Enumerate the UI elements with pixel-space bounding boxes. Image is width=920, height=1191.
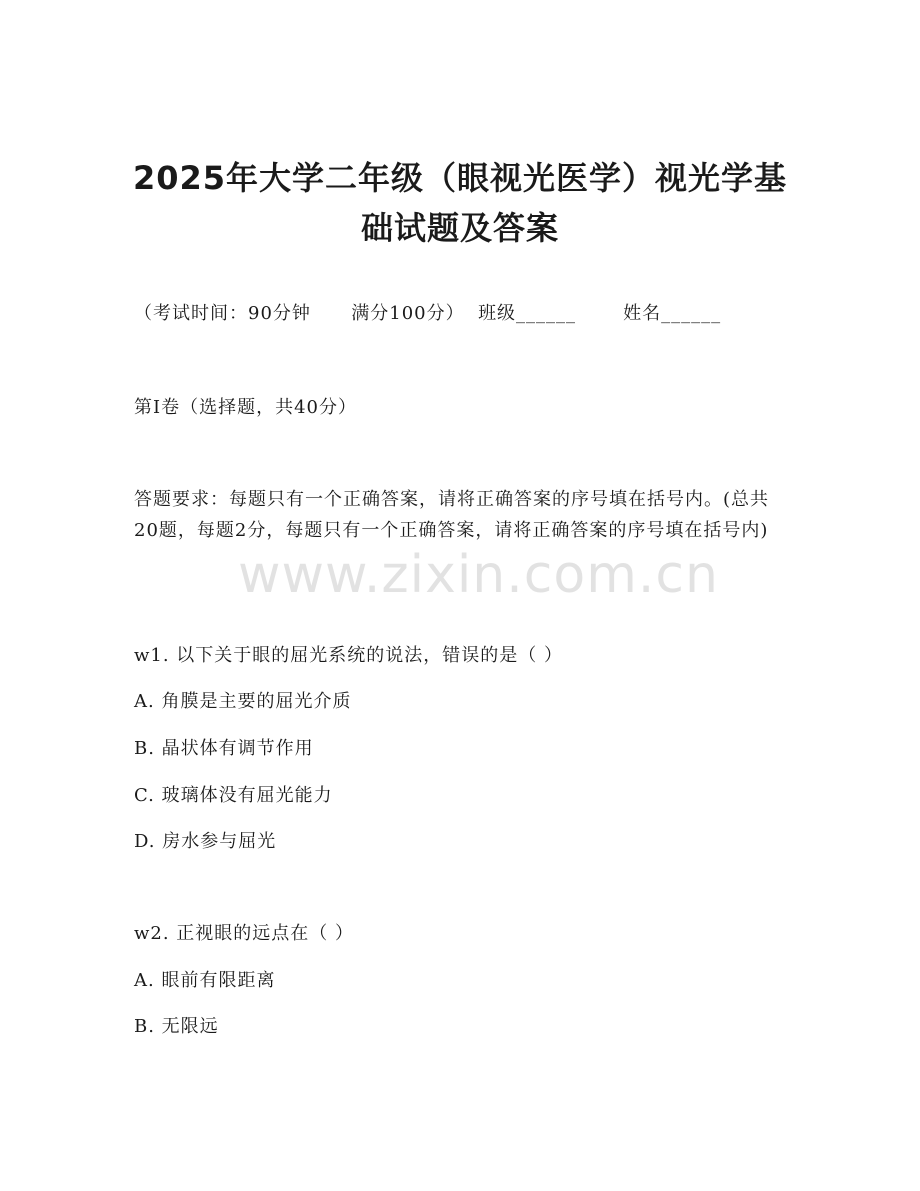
exam-score: 满分100分） [351,303,465,324]
instructions: 答题要求：每题只有一个正确答案，请将正确答案的序号填在括号内。(总共20题，每题2分，每题只有一个正确答案，请将正确答案的序号填在括号内) [134,489,770,541]
question-option: B. 晶状体有调节作用 [134,738,314,759]
question-option: A. 眼前有限距离 [134,970,276,991]
class-field: 班级______ [478,303,577,324]
name-field: 姓名______ [623,303,722,324]
document-title-line-1: 2025年大学二年级（眼视光医学）视光学基 [132,159,788,197]
watermark: www.zixin.com.cn [238,545,719,605]
question-stem: w2. 正视眼的远点在（ ） [134,923,355,944]
document-title-line-2: 础试题及答案 [360,209,559,247]
section-heading: 第Ⅰ卷（选择题，共40分） [134,397,358,418]
question-option: A. 角膜是主要的屈光介质 [134,691,352,712]
question-stem: w1. 以下关于眼的屈光系统的说法，错误的是（ ） [134,645,564,666]
question-option: D. 房水参与屈光 [134,831,277,852]
exam-info [134,300,721,328]
question-option: C. 玻璃体没有屈光能力 [134,785,333,806]
exam-time: （考试时间：90分钟 [134,303,311,324]
question-option: B. 无限远 [134,1016,219,1037]
